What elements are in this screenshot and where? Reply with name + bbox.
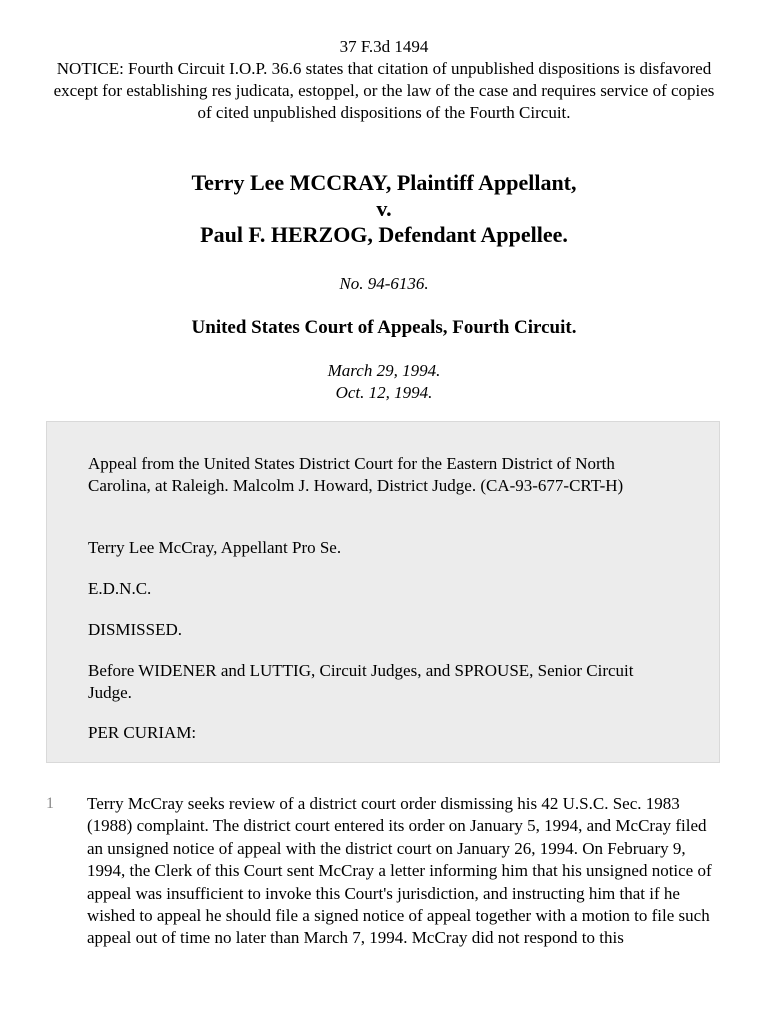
- appeal-from: Appeal from the United States District Court for the Eastern District of North Carolina, at Raleigh. Malcolm J. Howard, District Judge. (CA-93-677-CRT-H): [88, 454, 624, 495]
- versus-line: v.: [376, 196, 392, 221]
- unpublished-notice: NOTICE: Fourth Circuit I.O.P. 36.6 states that citation of unpublished dispositions is disfavored except for establishing res judicata, estoppel, or the law of the case and requires service of copies of cited unpublished dispositions of the Fourth Circuit.: [53, 59, 715, 122]
- panel: Before WIDENER and LUTTIG, Circuit Judges, and SPROUSE, Senior Circuit Judge.: [88, 661, 634, 702]
- docket-number: No. 94-6136.: [339, 274, 429, 293]
- citation: 37 F.3d 1494: [339, 37, 429, 56]
- opinion-paragraph: Terry McCray seeks review of a district court order dismissing his 42 U.S.C. Sec. 1983 (1988) complaint. The district court entered its order on January 5, 1994, and McCray filed an unsigned notice of appeal with the district court on January 26, 1994. On February 9, 1994, the Clerk of this Court sent McCray a letter informing him that his unsigned notice of appeal was insufficient to invoke this Court's jurisdiction, and instructing him that if he wished to appeal he should file a signed notice of appeal together with a motion to file such appeal out of time no later than March 7, 1994. McCray did not respond to this: [87, 794, 712, 948]
- opinion-author: PER CURIAM:: [88, 723, 197, 742]
- counsel: Terry Lee McCray, Appellant Pro Se.: [88, 538, 342, 557]
- case-caption: [50, 170, 718, 248]
- defendant-line: Paul F. HERZOG, Defendant Appellee.: [200, 222, 568, 247]
- decided-date: Oct. 12, 1994.: [335, 383, 433, 402]
- paragraph-number: 1: [46, 795, 54, 812]
- plaintiff-line: Terry Lee MCCRAY, Plaintiff Appellant,: [191, 170, 577, 195]
- case-summary-box: [46, 421, 720, 763]
- document-header: [50, 36, 718, 124]
- case-dates: [50, 360, 718, 404]
- court-name: United States Court of Appeals, Fourth Circuit.: [191, 317, 577, 338]
- district-abbrev: E.D.N.C.: [88, 579, 152, 598]
- disposition: DISMISSED.: [88, 620, 182, 639]
- submitted-date: March 29, 1994.: [327, 361, 441, 380]
